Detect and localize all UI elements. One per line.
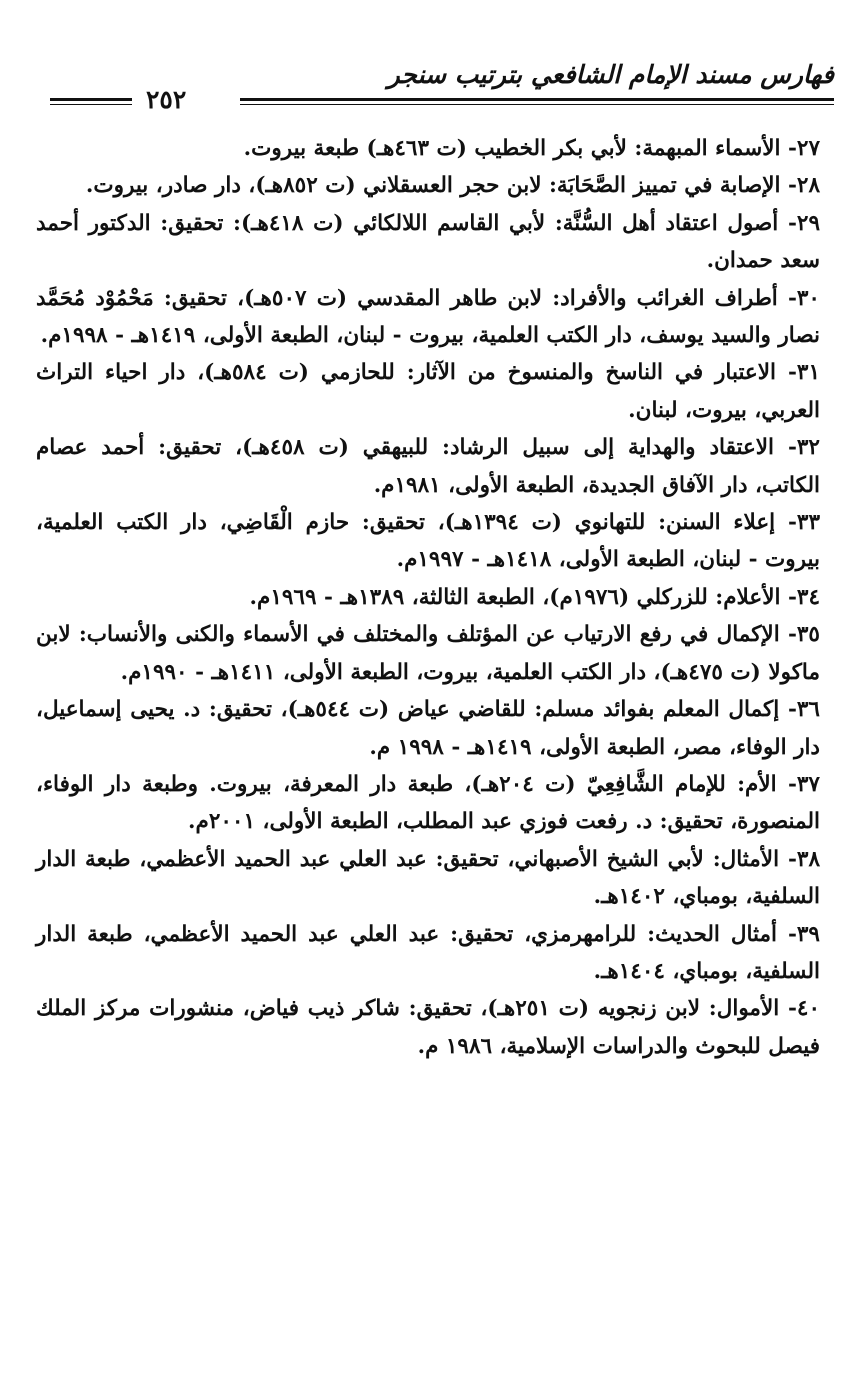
entry-number: ٢٧- [787, 136, 820, 161]
running-title: فهارس مسند الإمام الشافعي بترتيب سنجر [387, 60, 834, 89]
bibliography-entry [36, 130, 820, 167]
entry-text: الاعتبار في الناسخ والمنسوخ من الآثار: للحازمي (ت ٥٨٤هـ)، دار احياء التراث العربي، بيروت، لبنان. [36, 360, 820, 423]
bibliography-entry [36, 916, 820, 991]
bibliography-entry [36, 167, 820, 204]
entry-number: ٣٧- [787, 771, 820, 797]
entry-text: إكمال المعلم بفوائد مسلم: للقاضي عياض (ت ٥٤٤هـ)، تحقيق: د. يحيى إسماعيل، دار الوفاء، مصر، الطبعة الأولى، ١٤١٩هـ - ١٩٩٨ م. [36, 697, 820, 760]
entry-text: الأم: للإمام الشَّافِعِيّ (ت ٢٠٤هـ)، طبعة دار المعرفة، بيروت. وطبعة دار الوفاء، المنصورة، تحقيق: د. رفعت فوزي عبد المطلب، الطبعة الأولى، ٢٠٠١م. [36, 771, 820, 835]
entry-text: أمثال الحديث: للرامهرمزي، تحقيق: عبد العلي عبد الحميد الأعظمي، طبعة الدار السلفية، بومباي، ١٤٠٤هـ. [36, 921, 820, 984]
entry-number: ٣٩- [787, 921, 820, 947]
bibliography-entry [36, 579, 820, 616]
bibliography-entry [36, 504, 820, 579]
bibliography-entry [36, 841, 820, 916]
entry-text: الإصابة في تمييز الصَّحَابَة: لابن حجر العسقلاني (ت ٨٥٢هـ)، دار صادر، بيروت. [85, 173, 781, 199]
entry-text: الأسماء المبهمة: لأبي بكر الخطيب (ت ٤٦٣هـ) طبعة بيروت. [243, 136, 781, 161]
header-rule-long [240, 98, 834, 105]
bibliography-entry [36, 280, 820, 355]
entry-number: ٣٠- [787, 285, 820, 311]
bibliography-entry [36, 766, 820, 841]
entry-number: ٣٢- [787, 435, 820, 461]
entry-number: ٣١- [787, 360, 820, 386]
bibliography-entry [36, 205, 820, 280]
entry-text: الأمثال: لأبي الشيخ الأصبهاني، تحقيق: عبد العلي عبد الحميد الأعظمي، طبعة الدار السلفية، بومباي، ١٤٠٢هـ. [36, 846, 820, 910]
bibliography-entry [36, 691, 820, 766]
bibliography-entry [36, 616, 820, 691]
entry-number: ٣٨- [787, 846, 820, 872]
entry-text: الأموال: لابن زنجويه (ت ٢٥١هـ)، تحقيق: شاكر ذيب فياض، منشورات مركز الملك فيصل للبحوث والدراسات الإسلامية، ١٩٨٦ م. [36, 996, 820, 1059]
entry-text: أصول اعتقاد أهل السُّنَّة: لأبي القاسم اللالكائي (ت ٤١٨هـ): تحقيق: الدكتور أحمد سعد حمدان. [36, 210, 820, 274]
bibliography-list [36, 130, 820, 1065]
bibliography-entry [36, 990, 820, 1065]
entry-number: ٣٤- [787, 584, 820, 610]
page-header [50, 58, 834, 114]
entry-text: الأعلام: للزركلي (١٩٧٦م)، الطبعة الثالثة، ١٣٨٩هـ - ١٩٦٩م. [249, 584, 781, 610]
entry-number: ٢٩- [787, 210, 820, 236]
bibliography-entry [36, 429, 820, 504]
entry-text: الإكمال في رفع الارتياب عن المؤتلف والمختلف في الأسماء والكنى والأنساب: لابن ماكولا (ت ٤٧٥هـ)، دار الكتب العلمية، بيروت، الطبعة الأولى، ١٤١١هـ - ١٩٩٠م. [36, 622, 820, 685]
entry-number: ٢٨- [787, 173, 820, 199]
header-rule-short [50, 98, 132, 105]
entry-number: ٤٠- [787, 996, 820, 1022]
entry-number: ٣٥- [787, 622, 820, 648]
entry-text: أطراف الغرائب والأفراد: لابن طاهر المقدسي (ت ٥٠٧هـ)، تحقيق: مَحْمُوْد مُحَمَّد نصار والسيد يوسف، دار الكتب العلمية، بيروت - لبنان، الطبعة الأولى، ١٤١٩هـ - ١٩٩٨م. [36, 285, 820, 349]
entry-number: ٣٣- [787, 510, 820, 536]
page-number: ٢٥٢ [146, 85, 187, 114]
entry-number: ٣٦- [787, 697, 820, 723]
entry-text: الاعتقاد والهداية إلى سبيل الرشاد: للبيهقي (ت ٤٥٨هـ)، تحقيق: أحمد عصام الكاتب، دار الآفاق الجديدة، الطبعة الأولى، ١٩٨١م. [36, 435, 820, 498]
bibliography-entry [36, 354, 820, 429]
entry-text: إعلاء السنن: للتهانوي (ت ١٣٩٤هـ)، تحقيق: حازم الْقَاضِي، دار الكتب العلمية، بيروت - لبنان، الطبعة الأولى، ١٤١٨هـ - ١٩٩٧م. [36, 510, 820, 573]
